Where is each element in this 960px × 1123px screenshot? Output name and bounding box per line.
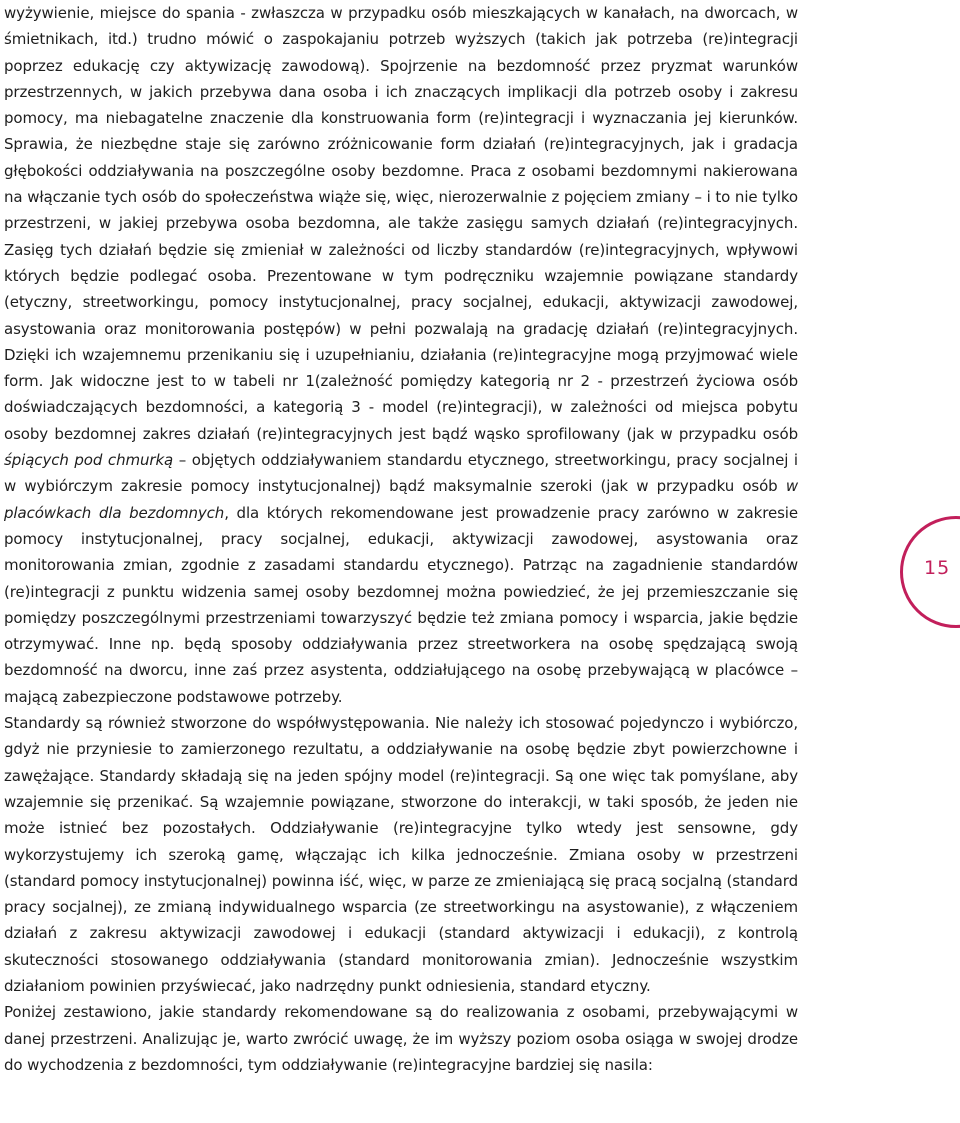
page-number: 15	[924, 557, 951, 579]
body-text	[4, 0, 798, 1078]
paragraph-text: wyżywienie, miejsce do spania - zwłaszcza w przypadku osób mieszkających w kanałach, na dworcach, w śmietnikach, itd.) trudno mówić o zaspokajaniu potrzeb wyższych (takich jak potrzeba (re)integracji poprzez edukację czy aktywizację zawodową). Spojrzenie na bezdomność przez pryzmat warunków przestrzennych, w jakich przebywa dana osoba i ich znaczących implikacji dla potrzeb osoby i zakresu pomocy, ma niebagatelne znaczenie dla konstruowania form (re)integracji i wyznaczania jej kierunków. Sprawia, że niezbędne staje się zarówno zróżnicowanie form działań (re)integracyjnych, jak i gradacja głębokości oddziaływania na poszczególne osoby bezdomne. Praca z osobami bezdomnymi nakierowana na włączanie tych osób do społeczeństwa wiąże się, więc, nierozerwalnie z pojęciem zmiany – i to nie tylko przestrzeni, w jakiej przebywa osoba bezdomna, ale także zasięgu samych działań (re)integracyjnych. Zasięg tych działań będzie się zmieniał w zależności od liczby standardów (re)integracyjnych, wpływowi których będzie podlegać osoba. Prezentowane w tym podręczniku wzajemnie powiązane standardy (etyczny, streetworkingu, pomocy instytucjonalnej, pracy socjalnej, edukacji, aktywizacji zawodowej, asystowania oraz monitorowania postępów) w pełni pozwalają na gradację działań (re)integracyjnych. Dzięki ich wzajemnemu przenikaniu się i uzupełnianiu, działania (re)integracyjne mogą przyjmować wiele form. Jak widoczne jest to w tabeli nr 1(zależność pomiędzy kategorią nr 2 - przestrzeń życiowa osób doświadczających bezdomności, a kategorią 3 - model (re)integracji), w zależności od miejsca pobytu osoby bezdomnej zakres działań (re)integracyjnych jest bądź wąsko sprofilowany (jak w przypadku osób	[4, 4, 798, 443]
paragraph-text: Poniżej zestawiono, jakie standardy rekomendowane są do realizowania z osobami, przebywającymi w danej przestrzeni. Analizując je, warto zwrócić uwagę, że im wyższy poziom osoba osiąga w swojej drodze do wychodzenia z bezdomności, tym oddziaływanie (re)integracyjne bardziej się nasila:	[4, 1003, 798, 1074]
paragraph	[4, 710, 798, 999]
paragraph-text: , dla których rekomendowane jest prowadzenie pracy zarówno w zakresie pomocy instytucjonalnej, pracy socjalnej, edukacji, aktywizacji zawodowej, asystowania oraz monitorowania zmian, zgodnie z zasadami standardu etycznego). Patrząc na zagadnienie standardów (re)integracji z punktu widzenia samej osoby bezdomnej można powiedzieć, że jej przemieszczanie się pomiędzy poszczególnymi przestrzeniami towarzyszyć będzie też zmiana pomocy i wsparcia, jakie będzie otrzymywać. Inne np. będą sposoby oddziaływania przez streetworkera na osobę spędzającą swoją bezdomność na dworcu, inne zaś przez asystenta, oddziałującego na osobę przebywającą w placówce – mającą zabezpieczone podstawowe potrzeby.	[4, 503, 798, 706]
paragraph-text: Standardy są również stworzone do współwystępowania. Nie należy ich stosować pojedynczo i wybiórczo, gdyż nie przyniesie to zamierzonego rezultatu, a oddziaływanie na osobę będzie zbyt powierzchowne i zawężające. Standardy składają się na jeden spójny model (re)integracji. Są one więc tak pomyślane, aby wzajemnie się przenikać. Są wzajemnie powiązane, stworzone do interakcji, w taki sposób, że jeden nie może istnieć bez pozostałych. Oddziaływanie (re)integracyjne tylko wtedy jest sensowne, gdy wykorzystujemy ich szeroką gamę, włączając ich kilka jednocześnie. Zmiana osoby w przestrzeni (standard pomocy instytucjonalnej) powinna iść, więc, w parze ze zmieniającą się pracą socjalną (standard pracy socjalnej), ze zmianą indywidualnego wsparcia (ze streetworkingu na asystowanie), z włączeniem działań z zakresu aktywizacji zawodowej i edukacji (standard aktywizacji i edukacji), z kontrolą skuteczności stosowanego oddziaływania (standard monitorowania zmian). Jednocześnie wszystkim działaniom powinien przyświecać, jako nadrzędny punkt odniesienia, standard etyczny.	[4, 714, 798, 995]
paragraph	[4, 999, 798, 1078]
italic-phrase: w placówkach dla bezdomnych	[4, 477, 798, 522]
italic-phrase: śpiących pod chmurką	[4, 451, 174, 470]
paragraph	[4, 0, 798, 710]
paragraph-text: – objętych oddziaływaniem standardu etycznego, streetworkingu, pracy socjalnej i w wybiórczym zakresie pomocy instytucjonalnej) bądź maksymalnie szeroki (jak w przypadku osób	[4, 451, 799, 496]
